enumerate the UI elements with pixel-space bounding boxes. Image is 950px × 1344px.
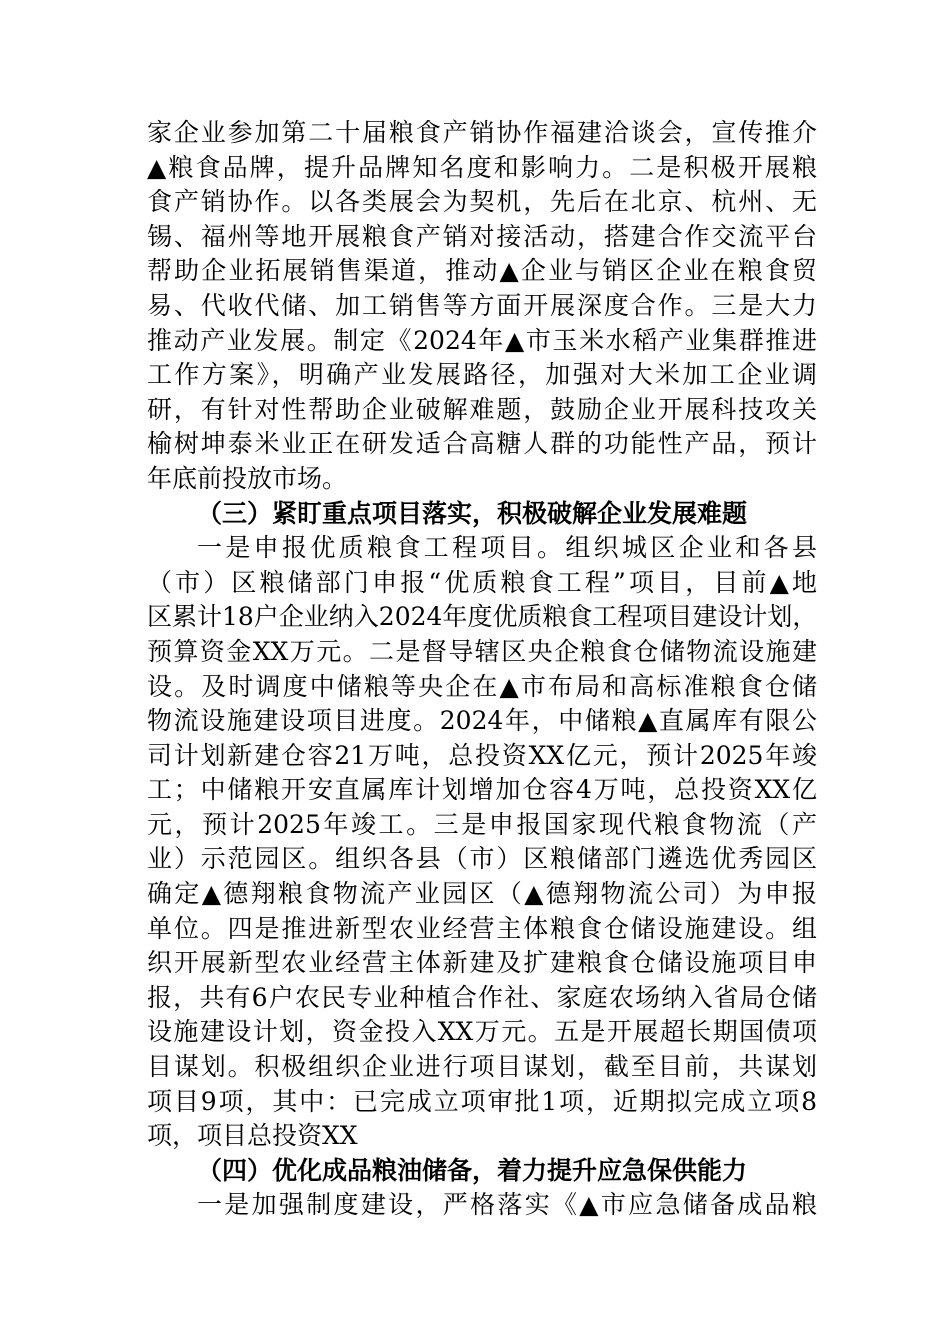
text-line: 司计划新建仓容21万吨，总投资XX亿元，预计2025年竣 — [147, 740, 817, 770]
text-line: 业）示范园区。组织各县（市）区粮储部门遴选优秀园区 — [147, 844, 817, 874]
text-line: 织开展新型农业经营主体新建及扩建粮食仓储设施项目申 — [147, 948, 817, 978]
text-line: 区累计18户企业纳入2024年度优质粮食工程项目建设计划， — [147, 602, 818, 632]
text-line: 项目9项，其中：已完成立项审批1项，近期拟完成立项8 — [147, 1086, 817, 1116]
text-line: 年底前投放市场。 — [147, 463, 348, 493]
text-line: 帮助企业拓展销售渠道，推动▲企业与销区企业在粮食贸 — [147, 256, 817, 286]
text-line: 确定▲德翔粮食物流产业园区（▲德翔物流公司）为申报 — [147, 879, 817, 909]
text-line: 工；中储粮开安直属库计划增加仓容4万吨，总投资XX亿 — [147, 775, 817, 805]
text-line: 榆树坤泰米业正在研发适合高糖人群的功能性产品，预计 — [147, 429, 817, 459]
text-line: 一是申报优质粮食工程项目。组织城区企业和各县 — [197, 533, 817, 563]
text-line: 单位。四是推进新型农业经营主体粮食仓储设施建设。组 — [147, 913, 817, 943]
text-line: 工作方案》，明确产业发展路径，加强对大米加工企业调 — [147, 360, 817, 390]
text-line: 元，预计2025年竣工。三是申报国家现代粮食物流（产 — [147, 809, 817, 839]
section-heading-4: （四）优化成品粮油储备，着力提升应急保供能力 — [197, 1155, 748, 1185]
text-line: 家企业参加第二十届粮食产销协作福建洽谈会，宣传推介 — [147, 118, 817, 147]
text-line: 设。及时调度中储粮等央企在▲市布局和高标准粮食仓储 — [147, 671, 817, 701]
text-line: ▲粮食品牌，提升品牌知名度和影响力。二是积极开展粮 — [147, 152, 817, 182]
text-line: 食产销协作。以各类展会为契机，先后在北京、杭州、无 — [147, 187, 817, 217]
text-line: （市）区粮储部门申报“优质粮食工程”项目，目前▲地 — [147, 567, 817, 597]
text-line: 物流设施建设项目进度。2024年，中储粮▲直属库有限公 — [147, 706, 817, 736]
text-line: 报，共有6户农民专业种植合作社、家庭农场纳入省局仓储 — [147, 982, 817, 1012]
document-body — [147, 116, 817, 1223]
text-line: 预算资金XX万元。二是督导辖区央企粮食仓储物流设施建 — [147, 636, 817, 666]
text-line: 目谋划。积极组织企业进行项目谋划，截至目前，共谋划 — [147, 1052, 817, 1082]
text-line: 研，有针对性帮助企业破解难题，鼓励企业开展科技攻关 — [147, 394, 817, 424]
text-line: 设施建设计划，资金投入XX万元。五是开展超长期国债项 — [147, 1017, 817, 1047]
text-line: 一是加强制度建设，严格落实《▲市应急储备成品粮 — [197, 1190, 817, 1220]
text-line: 项，项目总投资XX — [147, 1121, 358, 1151]
text-line: 易、代收代储、加工销售等方面开展深度合作。三是大力 — [147, 290, 817, 320]
text-line: 推动产业发展。制定《2024年▲市玉米水稻产业集群推进 — [147, 325, 817, 355]
text-line: 锡、福州等地开展粮食产销对接活动，搭建合作交流平台 — [147, 221, 817, 251]
section-heading-3: （三）紧盯重点项目落实，积极破解企业发展难题 — [197, 498, 748, 528]
